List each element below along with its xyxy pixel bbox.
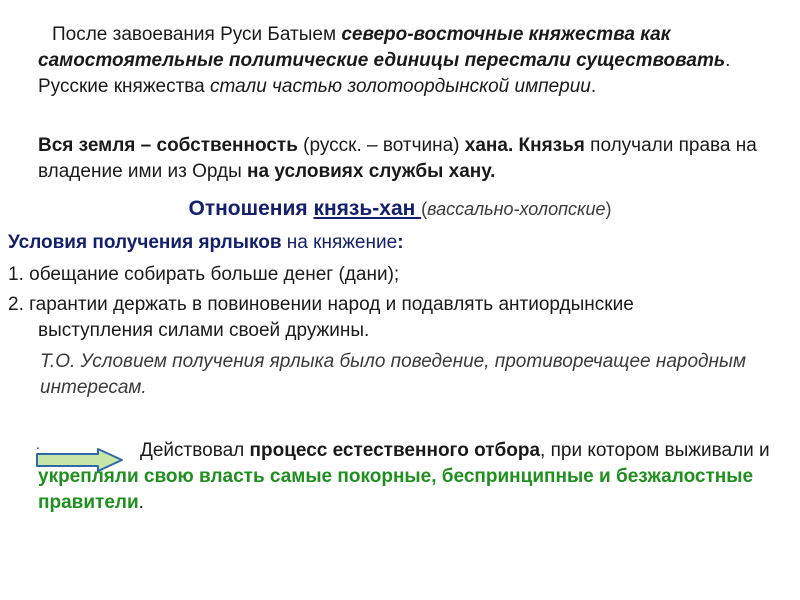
p2-text-1: (русск. – вотчина) xyxy=(297,135,465,156)
p8-bold-1: процесс естественного отбора xyxy=(249,440,541,461)
condition-item-1: 1. обещание собирать больше денег (дани); xyxy=(8,264,400,285)
bullet-dot: . xyxy=(36,436,40,452)
relations-label: Отношения xyxy=(188,197,314,220)
p8-text-1: Действовал xyxy=(140,440,250,461)
p8-text-2: , при котором выживали и xyxy=(540,440,770,461)
relations-paren-close: ) xyxy=(605,199,612,219)
p1-text-2: . Русские княжества xyxy=(38,50,731,97)
paragraph-selection xyxy=(38,438,783,516)
p2-text-2: получали права на владение ими из Орды xyxy=(38,135,757,182)
condition-item-2 xyxy=(8,292,778,344)
relations-term: князь-хан xyxy=(313,197,422,220)
p2-bold-3: на условиях службы хану. xyxy=(247,161,496,182)
heading-yarlyk-conditions xyxy=(8,230,788,256)
condition-2-line-1: 2. гарантии держать в повиновении народ и подавлять антиордынские xyxy=(8,294,634,315)
p2-bold-2: хана. Князья xyxy=(464,135,585,156)
conditions-colon: : xyxy=(397,232,404,253)
condition-2-line-2: выступления силами своей дружины. xyxy=(38,320,370,341)
p1-text-3: . xyxy=(590,76,597,97)
p2-bold-1: Вся земля – собственность xyxy=(38,135,298,156)
p8-green-emphasis: укрепляли свою власть самые покорные, беспринципные и безжалостные правители xyxy=(38,466,754,513)
conditions-title: Условия получения ярлыков xyxy=(8,232,282,253)
paragraph-conquest xyxy=(38,22,788,100)
p1-text-1: После завоевания Руси Батыем xyxy=(52,24,342,45)
relations-type: вассально-холопские xyxy=(427,199,606,219)
conclusion-note: Т.О. Условием получения ярлыка было поведение, противоречащее народным интересам. xyxy=(40,351,746,398)
p1-emphasis-2: стали частью золотоордынской империи xyxy=(210,76,591,97)
p1-emphasis-1: северо-восточные княжества как самостоятельные политические единицы перестали существовать xyxy=(38,24,726,71)
conditions-subtitle: на княжение xyxy=(281,232,398,253)
paragraph-land xyxy=(38,133,788,185)
heading-relations xyxy=(0,196,800,222)
p8-text-3: . xyxy=(138,492,144,513)
relations-paren-open: ( xyxy=(421,199,428,219)
